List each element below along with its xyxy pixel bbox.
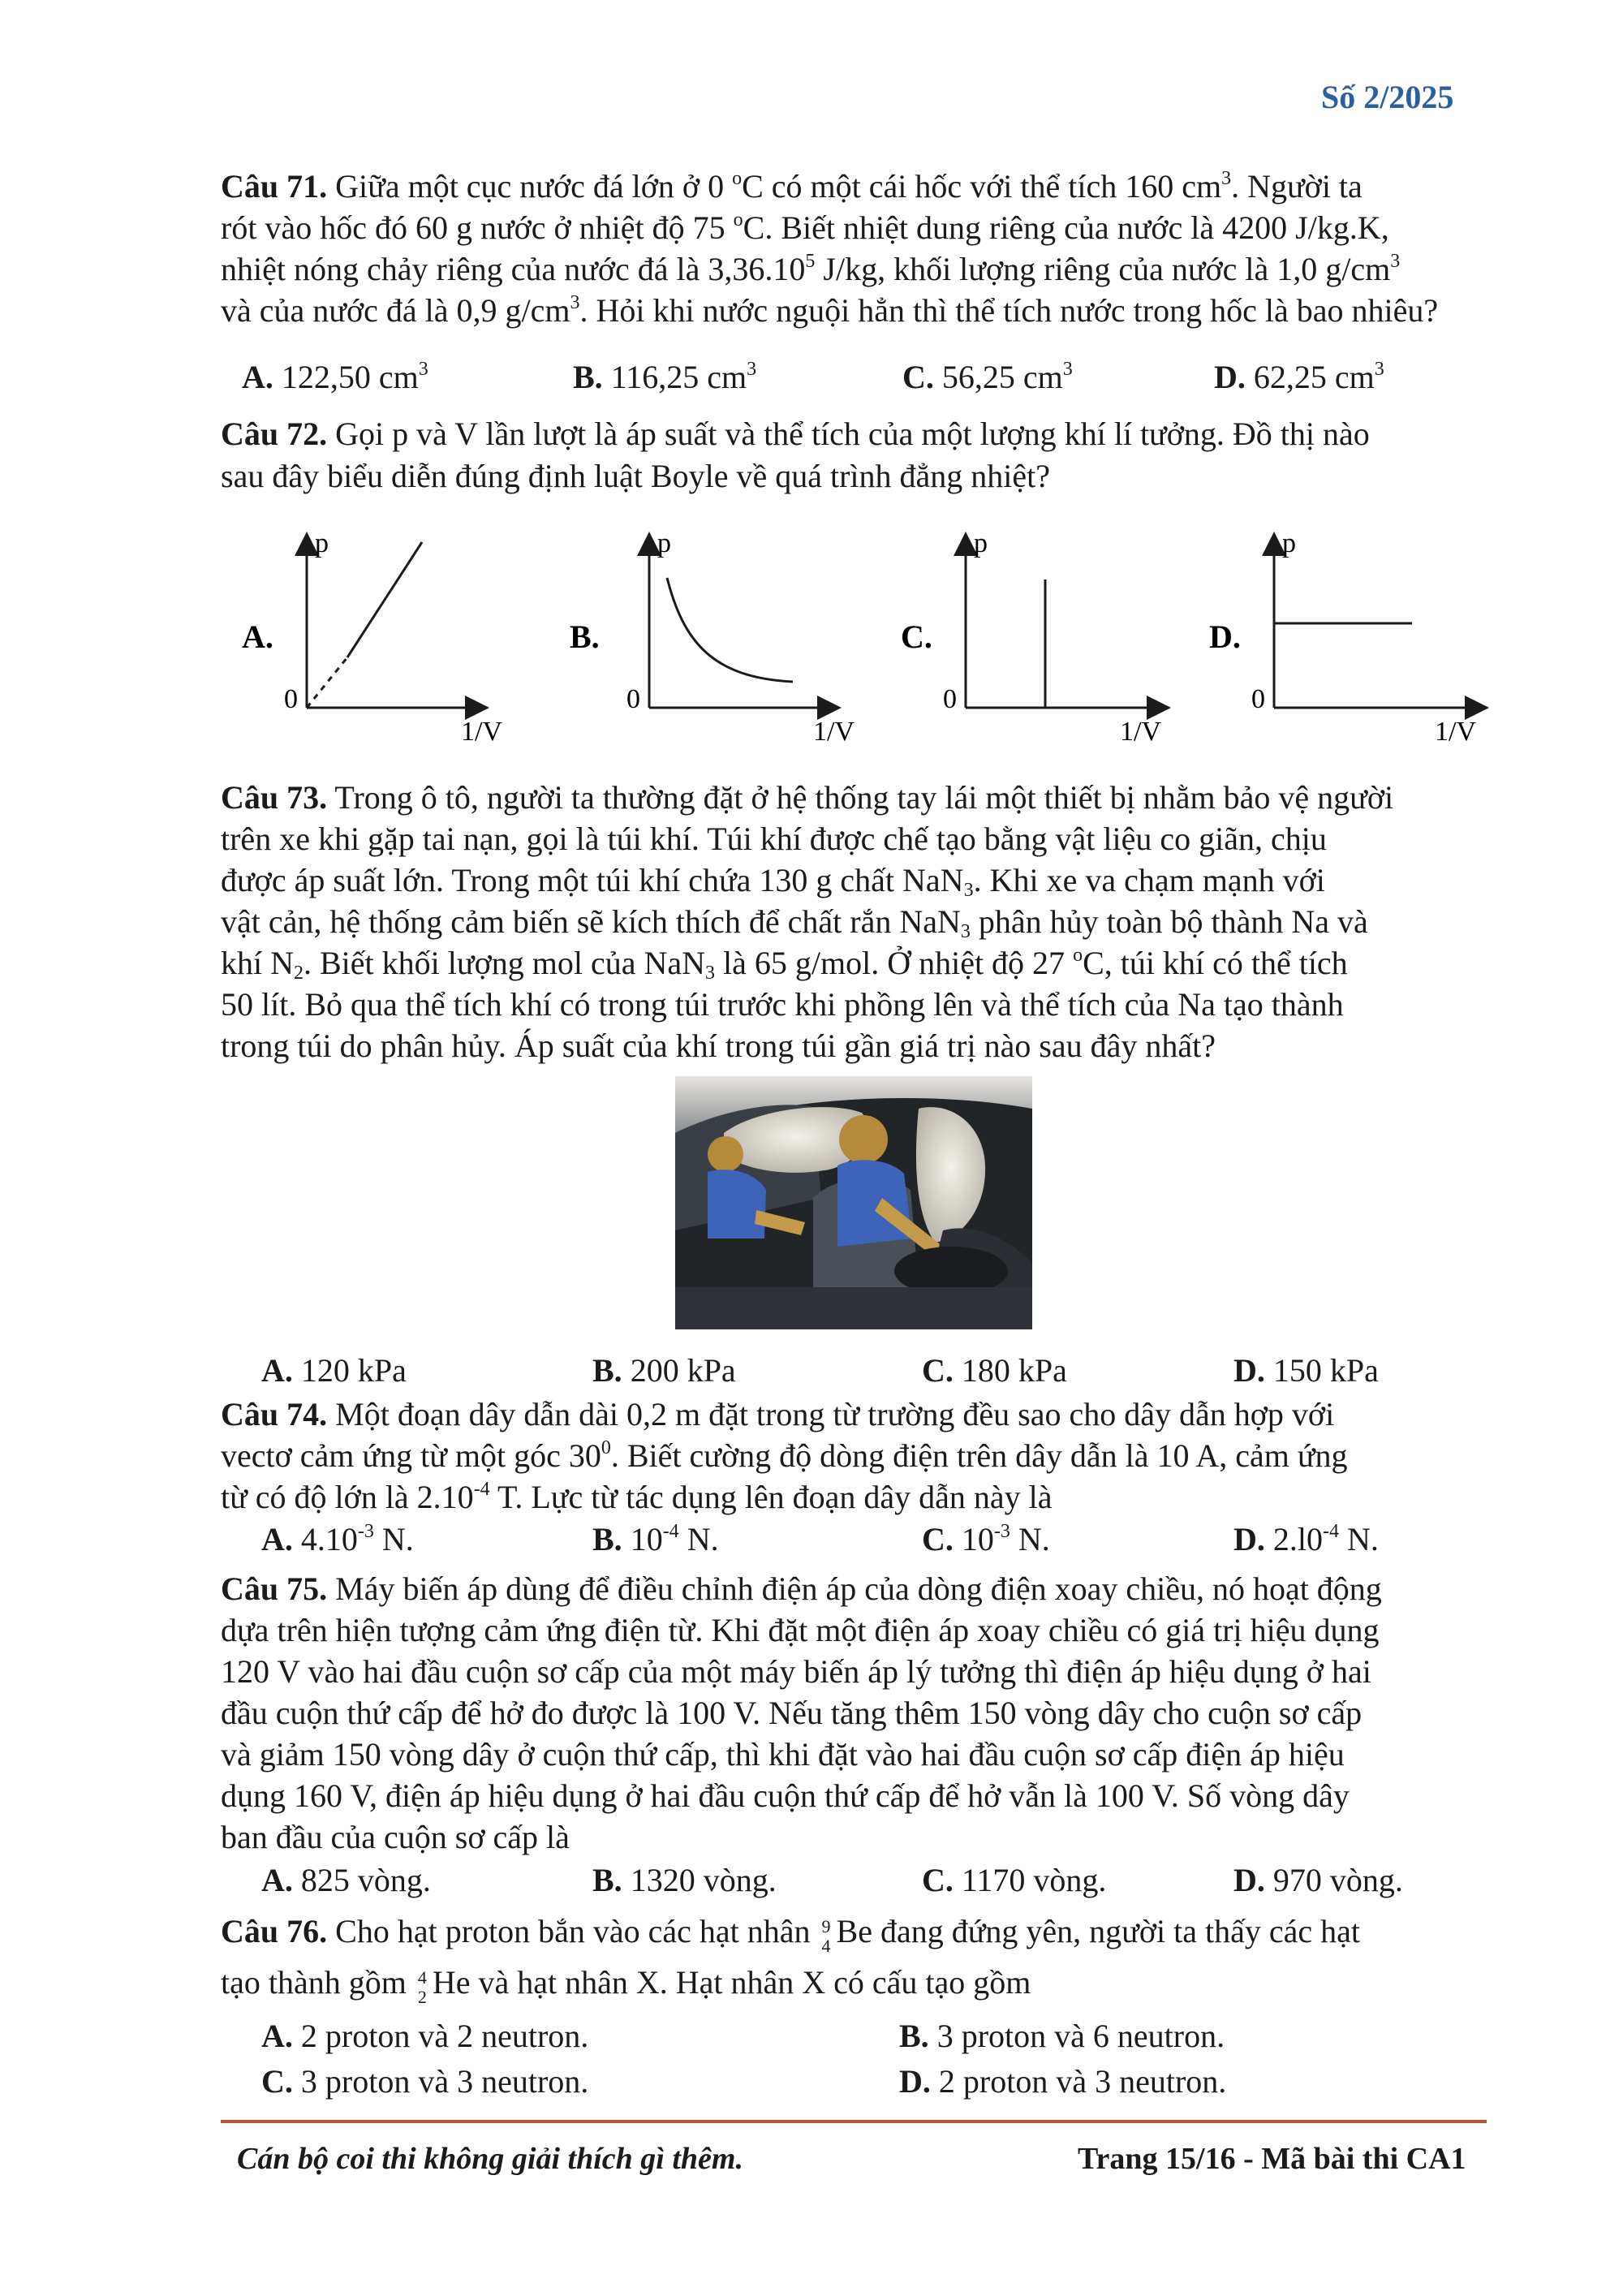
origin-label: 0 <box>1251 684 1265 714</box>
q75-line-3 <box>221 1652 1371 1692</box>
option-value: 2 proton và 2 neutron. <box>292 2018 589 2054</box>
option-key: B. <box>592 1521 622 1557</box>
option-key: D. <box>1233 1521 1265 1557</box>
graph-curve <box>667 578 793 682</box>
q75-text: đầu cuộn thứ cấp để hở đo được là 100 V. Nếu tăng thêm 150 vòng dây cho cuộn sơ cấp <box>221 1695 1363 1731</box>
be-mass-number: 9 <box>821 1916 831 1936</box>
option-value: 10 <box>622 1521 663 1557</box>
origin-label: 0 <box>626 684 640 714</box>
q71-text: nhiệt nóng chảy riêng của nước đá là 3,36.10 <box>221 251 806 287</box>
q75-text: dụng 160 V, điện áp hiệu dụng ở hai đầu cuộn thứ cấp để hở vẫn là 100 V. Số vòng dây <box>221 1777 1350 1814</box>
option-unit: N. <box>678 1521 719 1557</box>
q74-option-d[interactable] <box>1233 1519 1379 1560</box>
option-key: C. <box>261 2063 293 2100</box>
graph-a-svg <box>242 528 518 747</box>
q74-text: từ có độ lớn là 2.10 <box>221 1479 474 1515</box>
q76-option-a[interactable] <box>261 2016 588 2057</box>
option-sup: 3 <box>1374 359 1384 380</box>
graph-key: B. <box>570 618 600 655</box>
graph-key: D. <box>1209 618 1241 655</box>
q74-text: . Biết cường độ dòng điện trên dây dẫn là 10 A, cảm ứng <box>610 1437 1348 1474</box>
option-key: D. <box>1214 359 1246 395</box>
footer-divider <box>221 2120 1487 2123</box>
q71-option-a[interactable] <box>242 357 428 398</box>
q71-line-1 <box>221 166 1363 207</box>
q75-line-7 <box>221 1817 570 1858</box>
option-key: C. <box>922 1352 954 1389</box>
q74-line-2 <box>221 1436 1348 1476</box>
q75-text: 120 V vào hai đầu cuộn sơ cấp của một máy biến áp lý tưởng thì điện áp hiệu dụng ở hai <box>221 1653 1371 1690</box>
q75-option-a[interactable] <box>261 1860 431 1901</box>
graph-key: C. <box>901 618 932 655</box>
q73-line-2 <box>221 819 1327 859</box>
q73-line-4 <box>221 902 1368 942</box>
option-key: D. <box>1233 1352 1265 1389</box>
q71-line-3 <box>221 249 1400 290</box>
q72-label: Câu 72. <box>221 416 328 452</box>
q71-label: Câu 71. <box>221 168 328 205</box>
q71-sup: 3 <box>1221 168 1232 189</box>
q73-line-3 <box>221 860 1325 901</box>
q71-text: J/kg, khối lượng riêng của nước là 1,0 g/cm <box>815 251 1391 287</box>
q74-label: Câu 74. <box>221 1396 328 1432</box>
q73-line-1 <box>221 778 1393 818</box>
option-key: C. <box>922 1862 954 1898</box>
graph-d-svg <box>1209 528 1493 747</box>
q75-text: dựa trên hiện tượng cảm ứng điện từ. Khi đặt một điện áp xoay chiều có giá trị hiệu dụng <box>221 1612 1380 1648</box>
q71-text: . Người ta <box>1231 168 1363 205</box>
airbag-photo-illustration <box>675 1076 1032 1329</box>
q75-text: Máy biến áp dùng để điều chỉnh điện áp của dòng điện xoay chiều, nó hoạt động <box>327 1570 1382 1607</box>
graph-key: A. <box>242 618 273 655</box>
q72-line-1 <box>221 414 1370 454</box>
option-key: C. <box>922 1521 954 1557</box>
q74-option-a[interactable] <box>261 1519 414 1560</box>
q71-line-4 <box>221 291 1438 331</box>
option-value: 2.l0 <box>1264 1521 1324 1557</box>
q76-option-b[interactable] <box>899 2016 1225 2057</box>
option-sup: -3 <box>993 1521 1010 1542</box>
option-key: C. <box>902 359 934 395</box>
graph-c-svg <box>901 528 1177 747</box>
option-value: 825 vòng. <box>292 1862 431 1898</box>
q74-option-b[interactable] <box>592 1519 719 1560</box>
q74-line-3 <box>221 1477 1052 1518</box>
q73-sup: o <box>1073 945 1083 966</box>
q71-text: C có một cái hốc với thể tích 160 cm <box>742 168 1222 205</box>
option-value: 4.10 <box>292 1521 358 1557</box>
q74-line-1 <box>221 1394 1334 1435</box>
option-value: 62,25 cm <box>1245 359 1375 395</box>
q76-text: tạo thành gồm <box>221 1964 415 2001</box>
q74-sup: 0 <box>601 1437 611 1458</box>
q75-line-6 <box>221 1776 1350 1816</box>
q73-text: . Khi xe va chạm mạnh với <box>973 862 1325 898</box>
q73-text: Trong ô tô, người ta thường đặt ở hệ thống tay lái một thiết bị nhằm bảo vệ người <box>327 779 1394 816</box>
y-axis-label: p <box>974 528 988 558</box>
q71-sup: o <box>732 168 743 189</box>
option-key: A. <box>261 1862 293 1898</box>
q72-graph-a[interactable] <box>242 528 518 747</box>
y-axis-label: p <box>1282 528 1296 558</box>
option-value: 2 proton và 3 neutron. <box>930 2063 1227 2100</box>
he-symbol: He <box>432 1964 471 2001</box>
graph-b-svg <box>570 528 855 747</box>
option-value: 116,25 cm <box>602 359 747 395</box>
x-axis-label: 1/V <box>813 717 855 747</box>
footer-note: Cán bộ coi thi không giải thích gì thêm. <box>237 2142 743 2176</box>
q71-text: rót vào hốc đó 60 g nước ở nhiệt độ 75 <box>221 209 734 246</box>
q73-text: trong túi do phân hủy. Áp suất của khí trong túi gần giá trị nào sau đây nhất? <box>221 1027 1216 1064</box>
option-key: D. <box>1233 1862 1265 1898</box>
q71-line-2 <box>221 208 1389 248</box>
option-key: B. <box>573 359 603 395</box>
q72-graph-b[interactable] <box>570 528 855 747</box>
q73-option-a[interactable] <box>261 1350 407 1391</box>
graph-curve <box>347 542 422 657</box>
q74-option-c[interactable] <box>922 1519 1050 1560</box>
option-value: 56,25 cm <box>933 359 1063 395</box>
option-value: 3 proton và 3 neutron. <box>292 2063 589 2100</box>
option-sup: -4 <box>662 1521 679 1542</box>
q76-text: đang đứng yên, người ta thấy các hạt <box>872 1913 1360 1949</box>
option-key: B. <box>592 1352 622 1389</box>
be-nuclide-indices <box>819 1911 837 1956</box>
option-sup: 3 <box>1062 359 1073 380</box>
option-sup: 3 <box>747 359 757 380</box>
option-key: A. <box>261 2018 293 2054</box>
option-value: 10 <box>953 1521 994 1557</box>
be-atomic-number: 4 <box>821 1936 831 1956</box>
q73-text: 50 lít. Bỏ qua thể tích khí có trong túi trước khi phồng lên và thể tích của Na tạo thành <box>221 986 1344 1023</box>
option-value: 120 kPa <box>292 1352 407 1389</box>
x-axis-label: 1/V <box>1120 717 1161 747</box>
y-axis-label: p <box>657 528 671 558</box>
q73-sub: 3 <box>960 921 971 942</box>
y-axis-label: p <box>315 528 329 558</box>
option-key: B. <box>592 1862 622 1898</box>
q73-text: phân hủy toàn bộ thành Na và <box>970 903 1368 940</box>
q75-line-5 <box>221 1734 1345 1775</box>
option-value: 200 kPa <box>622 1352 736 1389</box>
q76-line-1 <box>221 1911 1360 1956</box>
he-nuclide-indices <box>415 1962 433 2007</box>
q75-line-4 <box>221 1693 1362 1734</box>
option-value: 1320 vòng. <box>622 1862 777 1898</box>
option-key: A. <box>242 359 273 395</box>
option-value: 3 proton và 6 neutron. <box>928 2018 1225 2054</box>
option-value: 970 vòng. <box>1264 1862 1403 1898</box>
q73-text: trên xe khi gặp tai nạn, gọi là túi khí. Túi khí được chế tạo bằng vật liệu co giãn, chịu <box>221 821 1327 857</box>
he-mass-number: 4 <box>417 1967 427 1988</box>
q71-text: . Hỏi khi nước nguội hẳn thì thể tích nước trong hốc là bao nhiêu? <box>579 292 1439 329</box>
q73-sub: 2 <box>294 963 304 984</box>
q71-sup: 5 <box>805 251 816 272</box>
x-axis-label: 1/V <box>461 717 502 747</box>
q72-text: Gọi p và V lần lượt là áp suất và thể tích của một lượng khí lí tưởng. Đồ thị nào <box>327 416 1370 452</box>
option-key: B. <box>899 2018 929 2054</box>
option-key: A. <box>261 1352 293 1389</box>
q71-sup: 3 <box>1390 251 1401 272</box>
q74-sup: -4 <box>473 1479 490 1500</box>
q73-option-c[interactable] <box>922 1350 1067 1391</box>
origin-label: 0 <box>943 684 957 714</box>
q73-text: vật cản, hệ thống cảm biến sẽ kích thích để chất rắn NaN <box>221 903 961 940</box>
q75-label: Câu 75. <box>221 1570 328 1607</box>
option-unit: N. <box>1010 1521 1050 1557</box>
q76-text: và hạt nhân X. Hạt nhân X có cấu tạo gồm <box>470 1964 1031 2001</box>
q76-text: Cho hạt proton bắn vào các hạt nhân <box>327 1913 819 1949</box>
q73-option-d[interactable] <box>1233 1350 1379 1391</box>
q73-text: C, túi khí có thể tích <box>1083 945 1348 981</box>
he-atomic-number: 2 <box>417 1987 427 2007</box>
q73-line-5 <box>221 943 1348 984</box>
q73-line-7 <box>221 1026 1216 1066</box>
option-value: 150 kPa <box>1264 1352 1379 1389</box>
option-unit: N. <box>1339 1521 1379 1557</box>
q75-option-c[interactable] <box>922 1860 1106 1901</box>
q75-option-b[interactable] <box>592 1860 777 1901</box>
q71-text: C. Biết nhiệt dung riêng của nước là 4200 J/kg.K, <box>743 209 1389 246</box>
q75-line-2 <box>221 1610 1380 1651</box>
q73-sub: 3 <box>963 880 974 901</box>
q71-option-d[interactable] <box>1214 357 1384 398</box>
q74-text: vectơ cảm ứng từ một góc 30 <box>221 1437 601 1474</box>
option-value: 122,50 cm <box>273 359 419 395</box>
q72-graph-c[interactable] <box>901 528 1177 747</box>
q73-text: . Biết khối lượng mol của NaN <box>304 945 705 981</box>
option-sup: -4 <box>1323 1521 1340 1542</box>
q71-option-b[interactable] <box>573 357 756 398</box>
option-sup: 3 <box>418 359 428 380</box>
q73-text: được áp suất lớn. Trong một túi khí chứa 130 g chất NaN <box>221 862 964 898</box>
option-key: D. <box>899 2063 931 2100</box>
option-unit: N. <box>373 1521 414 1557</box>
q71-option-c[interactable] <box>902 357 1073 398</box>
q71-text: và của nước đá là 0,9 g/cm <box>221 292 570 329</box>
q74-text: Một đoạn dây dẫn dài 0,2 m đặt trong từ trường đều sao cho dây dẫn hợp với <box>327 1396 1335 1432</box>
q75-option-d[interactable] <box>1233 1860 1403 1901</box>
q71-text: Giữa một cục nước đá lớn ở 0 <box>327 168 733 205</box>
option-key: A. <box>261 1521 293 1557</box>
q71-sup: o <box>733 209 743 230</box>
q73-text: khí N <box>221 945 294 981</box>
q76-line-2 <box>221 1962 1031 2007</box>
q76-option-d[interactable] <box>899 2061 1226 2102</box>
option-value: 1170 vòng. <box>953 1862 1107 1898</box>
q73-text: là 65 g/mol. Ở nhiệt độ 27 <box>714 945 1074 981</box>
origin-label: 0 <box>284 684 298 714</box>
q75-line-1 <box>221 1569 1382 1609</box>
q72-line-2 <box>221 456 1050 497</box>
footer-page-info: Trang 15/16 - Mã bài thi CA1 <box>1078 2142 1466 2176</box>
q76-option-c[interactable] <box>261 2061 588 2102</box>
dashed-extension <box>307 657 347 708</box>
be-symbol: Be <box>836 1913 872 1949</box>
q75-text: ban đầu của cuộn sơ cấp là <box>221 1819 570 1855</box>
q73-label: Câu 73. <box>221 779 328 816</box>
q73-line-6 <box>221 984 1344 1025</box>
option-value: 180 kPa <box>953 1352 1067 1389</box>
q73-sub: 3 <box>704 963 715 984</box>
x-axis-label: 1/V <box>1435 717 1476 747</box>
issue-number: Số 2/2025 <box>1321 79 1454 115</box>
q72-graph-d[interactable] <box>1209 528 1493 747</box>
q71-sup: 3 <box>570 292 580 313</box>
q73-option-b[interactable] <box>592 1350 736 1391</box>
q72-text: sau đây biểu diễn đúng định luật Boyle về quá trình đẳng nhiệt? <box>221 458 1050 494</box>
q76-label: Câu 76. <box>221 1913 328 1949</box>
option-sup: -3 <box>357 1521 374 1542</box>
q75-text: và giảm 150 vòng dây ở cuộn thứ cấp, thì khi đặt vào hai đầu cuộn sơ cấp điện áp hiệu <box>221 1736 1345 1773</box>
q74-text: T. Lực từ tác dụng lên đoạn dây dẫn này là <box>489 1479 1053 1515</box>
airbag-photo <box>675 1076 1032 1329</box>
